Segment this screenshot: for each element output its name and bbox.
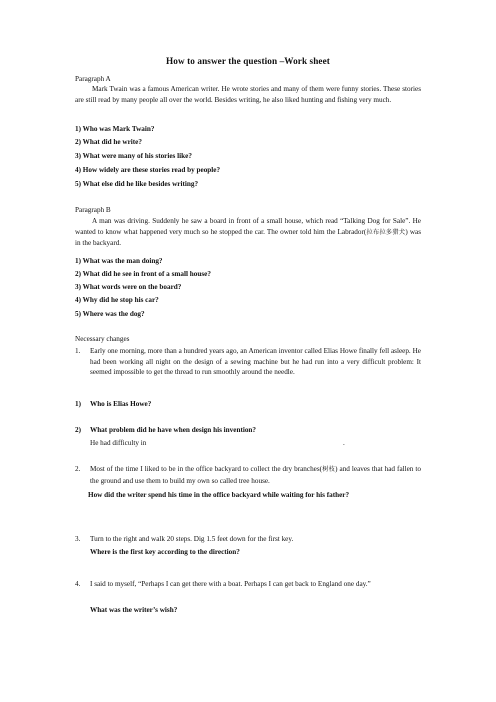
paragraph-b-label: Paragraph B [75,206,111,214]
paragraph-b-text-part2: ) was in the backyard. [75,227,421,248]
question-b-5: 5) Where was the dog? [75,310,145,318]
item-1-sub-1-question: Who is Elias Howe? [90,400,152,408]
item-4-text: I said to myself, “Perhaps I can get there with a boat. Perhaps I can get back to England one day.” [90,580,371,588]
item-2-text [90,464,421,486]
item-2-number: 2. [75,465,81,473]
item-2-question: How did the writer spend his time in the office backyard while waiting for his father? [88,491,350,499]
question-a-1: 1) Who was Mark Twain? [75,125,155,133]
paragraph-a-label: Paragraph A [75,75,111,83]
item-2-text-part1: Most of the time I liked to be in the office backyard to collect the dry branches( [90,465,323,473]
paragraph-b-text-part1: A man was driving. Suddenly he saw a board in front of a small house, which read “Talking Dog for Sale”. He wanted to know what happened very much so he stopped the car. The owner told him the Labrador( [75,217,421,236]
item-1-answer-end: . [343,439,345,447]
question-b-4: 4) Why did he stop his car? [75,296,159,304]
item-4-question: What was the writer’s wish? [90,606,178,614]
question-a-2: 2) What did he write? [75,138,142,146]
necessary-changes-label: Necessary changes [75,335,130,343]
item-1-sub-2-question: What problem did he have when design his invention? [90,426,257,434]
item-1-sub-2-number: 2) [75,426,81,434]
item-3-question: Where is the first key according to the direction? [90,548,240,556]
paragraph-b-text-cjk: 拉布拉多猎犬 [366,228,406,236]
item-2-text-part2: ) and leaves that had fallen to the ground and use them to build my own so called tree house. [90,465,422,485]
question-b-1: 1) What was the man doing? [75,257,163,265]
item-1-text: Early one morning, more than a hundred years ago, an American inventor called Elias Howe finally fell asleep. He had been working all night on the design of a sewing machine but he had run into a very difficult problem: It seemed impossible to get the thread to run smoothly around the needle. [90,347,421,377]
item-1-answer-prefix: He had difficulty in [90,439,147,447]
item-3-text: Turn to the right and walk 20 steps. Dig 1.5 feet down for the first key. [90,535,294,543]
item-4-number: 4. [75,580,81,588]
question-b-3: 3) What words were on the board? [75,283,182,291]
item-1-number: 1. [75,347,81,355]
paragraph-b-text [75,216,421,249]
item-1-sub-1-number: 1) [75,400,81,408]
question-b-2: 2) What did he see in front of a small house? [75,270,211,278]
item-2-text-cjk: 树枝 [322,466,336,473]
question-a-4: 4) How widely are these stories read by people? [75,166,221,174]
item-3-number: 3. [75,535,81,543]
page-title: How to answer the question –Work sheet [166,56,330,66]
paragraph-a-text: Mark Twain was a famous American writer. He wrote stories and many of them were funny stories. These stories are still read by many people all over the world. Besides writing, he also liked hunting and fishing very much. [75,85,421,104]
question-a-5: 5) What else did he like besides writing? [75,180,199,188]
question-a-3: 3) What were many of his stories like? [75,152,192,160]
